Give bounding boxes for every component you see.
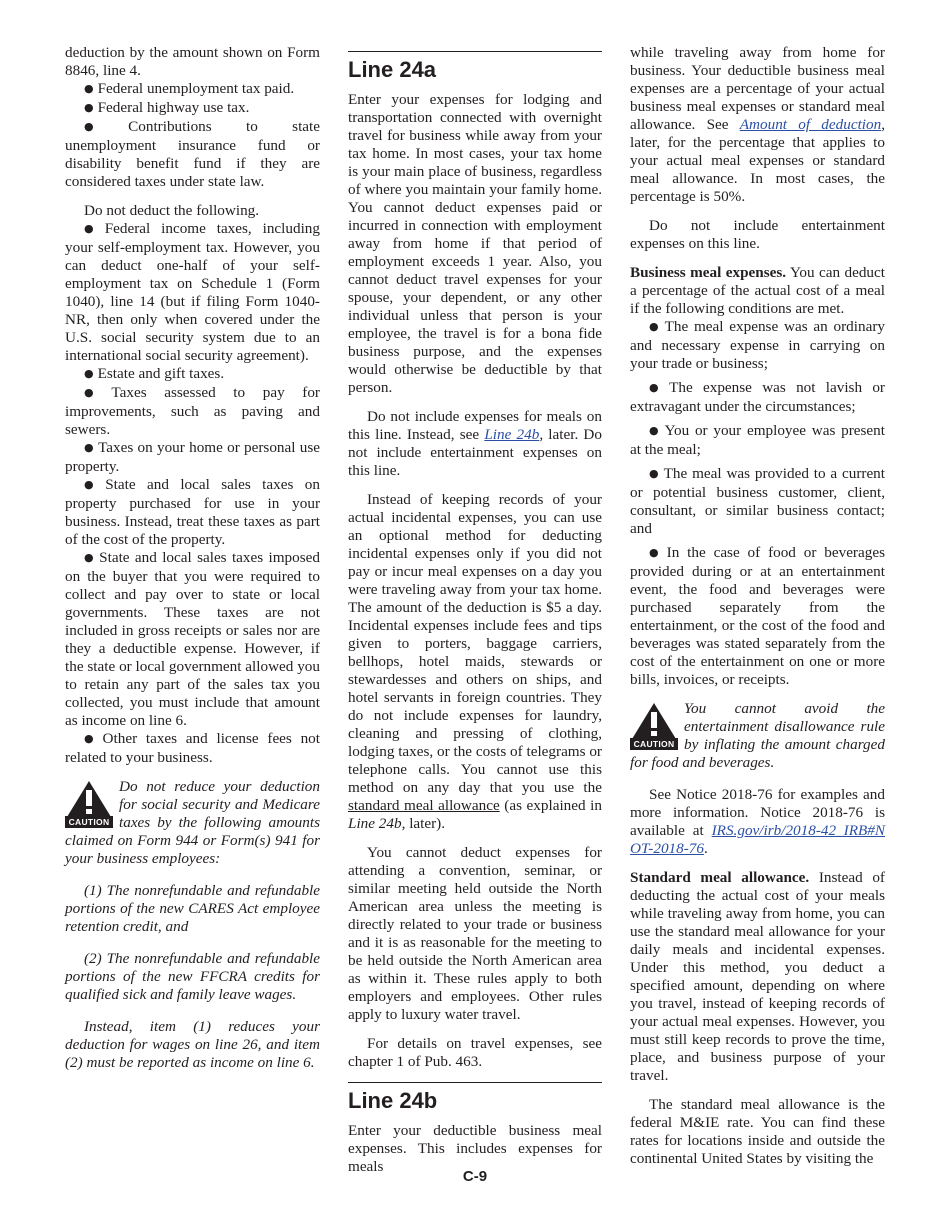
section-heading-line-24b: Line 24b — [348, 1088, 438, 1113]
bullet-icon: ● — [649, 320, 661, 333]
paragraph: Standard meal allowance. Instead of deducting the actual cost of your meals while traveling away from home, you can use the standard meal allowance for your daily meals and incidental expenses. Under this method, you deduct a specified amount, depending on where you travel, instead of keeping records of your actual meal expenses. However, you must still keep records to prove the time, place, and business purpose of your travel. — [630, 869, 885, 1084]
caution-label: CAUTION — [630, 738, 678, 750]
list-item: ● State and local sales taxes imposed on the buyer that you were required to collect and pay over to state or local governments. These taxes are not included in gross receipts or sales nor are they a deductible expense. However, if the state or local government allowed you to retain any part of the sales tax you collected, you must include that amount as income on line 6. — [65, 549, 320, 729]
paragraph: The standard meal allowance is the federal M&IE rate. You can find these rates for locations inside and outside the continental United States by visiting the — [630, 1096, 885, 1167]
paragraph: You cannot deduct expenses for attending a convention, seminar, or similar meeting held outside the North American area unless the meeting is directly related to your trade or business and it is as reasonable for the meeting to be held outside the North American area as within it. These rules apply to both employers and employees. Other rules apply to luxury water travel. — [348, 844, 602, 1023]
link-irs-notice[interactable]: IRS.gov/irb/2018-42_IRB#NOT-2018-76 — [630, 822, 885, 857]
link-line-24b[interactable]: Line 24b — [484, 426, 540, 443]
list-item: ● You or your employee was present at the meal; — [630, 422, 885, 458]
bullet-list — [65, 80, 320, 191]
caution-text: (2) The nonrefundable and refundable portions of the new FFCRA credits for qualified sick and family leave wages. — [65, 950, 320, 1003]
list-item: ● In the case of food or beverages provided during or at an entertainment event, the food and beverages were purchased separately from the entertainment, or the cost of the food and beverages was stated separately from the cost of the entertainment on one or more bills, invoices, or receipts. — [630, 544, 885, 688]
section-divider — [348, 51, 602, 52]
paragraph: See Notice 2018-76 for examples and more information. Notice 2018-76 is available at IRS.gov/irb/2018-42_IRB#NOT-2018-76. — [630, 786, 885, 857]
bullet-icon: ● — [649, 381, 666, 394]
caution-note — [65, 778, 320, 1072]
link-amount-of-deduction[interactable]: Amount of deduction — [739, 116, 882, 133]
bullet-icon: ● — [84, 120, 125, 133]
bullet-icon: ● — [649, 467, 660, 480]
bullet-icon: ● — [84, 101, 94, 114]
list-item: ● Taxes on your home or personal use property. — [65, 439, 320, 475]
caution-note — [630, 700, 885, 772]
bullet-icon: ● — [84, 367, 94, 380]
caution-text: (1) The nonrefundable and refundable portions of the new CARES Act employee retention credit, and — [65, 882, 320, 935]
paragraph: deduction by the amount shown on Form 8846, line 4. — [65, 44, 320, 79]
bullet-list — [65, 220, 320, 767]
paragraph: Enter your expenses for lodging and transportation connected with overnight travel for business while away from your tax home. In most cases, your tax home is your main place of business, regardless of where you maintain your family home. You cannot deduct expenses paid or incurred in connection with employment away from home if that period of employment exceeds 1 year. Also, you cannot deduct travel expenses for your spouse, your dependent, or any other individual unless that person is your employee, the travel is for a bona fide business purpose, and the expenses would otherwise be deductible by that person. — [348, 91, 602, 396]
paragraph: Business meal expenses. You can deduct a percentage of the actual cost of a meal if the following conditions are met. — [630, 264, 885, 317]
caution-label: CAUTION — [65, 816, 113, 828]
column-3 — [630, 44, 885, 1179]
list-item: ● The meal expense was an ordinary and necessary expense in carrying on your trade or business; — [630, 318, 885, 372]
section-divider — [348, 1082, 602, 1083]
list-item: ● Federal highway use tax. — [84, 99, 250, 116]
caution-text: Instead, item (1) reduces your deduction for wages on line 26, and item (2) must be reported as income on line 6. — [65, 1018, 320, 1071]
paragraph: Enter your deductible business meal expenses. This includes expenses for meals — [348, 1122, 602, 1175]
page-number: C-9 — [462, 1168, 488, 1185]
paragraph: Instead of keeping records of your actual incidental expenses, you can use an optional method for deducting incidental expenses only if you did not pay or incur meal expenses on a day you were traveling away from your tax home. The amount of the deduction is $5 a day. Incidental expenses include fees and tips given to porters, baggage carriers, bellhops, hotel maids, stewards or stewardesses and others on ships, and hotel servants in foreign countries. They do not include expenses for laundry, cleaning and pressing of clothing, lodging taxes, or the costs of telegrams or telephone calls. You cannot use this method on any day that you use the standard meal allowance (as explained in Line 24b, later). — [348, 491, 602, 832]
bullet-icon: ● — [84, 551, 96, 564]
caution-text: You cannot avoid the entertainment disallowance rule by inflating the amount charged for food and beverages. — [630, 700, 885, 771]
bullet-icon: ● — [84, 386, 108, 399]
paragraph: while traveling away from home for business. Your deductible business meal expenses are a percentage of your actual business meal expenses or standard meal allowance. See Amount of deduction, later, for the percentage that applies to your actual meal expenses or standard meal allowance. In most cases, the percentage is 50%. — [630, 44, 885, 205]
caution-icon — [65, 780, 113, 830]
bullet-icon: ● — [649, 546, 663, 559]
list-item: ● Estate and gift taxes. — [84, 365, 225, 382]
caution-icon — [630, 702, 678, 752]
caution-text: Do not reduce your deduction for social security and Medicare taxes by the following amounts claimed on Form 944 or Form(s) 941 for your business employees: — [65, 778, 320, 867]
column-2 — [348, 44, 602, 1187]
section-heading-line-24a: Line 24a — [348, 57, 437, 82]
bullet-icon: ● — [84, 478, 102, 491]
list-item: ● State and local sales taxes on property purchased for use in your business. Instead, treat these taxes as part of the cost of the property. — [65, 476, 320, 548]
bullet-icon: ● — [84, 732, 99, 745]
link-standard-meal-allowance[interactable]: standard meal allowance — [348, 797, 500, 814]
list-item: ● The expense was not lavish or extravagant under the circumstances; — [630, 379, 885, 415]
paragraph: Do not deduct the following. — [84, 202, 260, 219]
list-item: ● Contributions to state unemployment insurance fund or disability benefit fund if they are considered taxes under state law. — [65, 118, 320, 190]
paragraph: Do not include expenses for meals on this line. Instead, see Line 24b, later. Do not include entertainment expenses on this line. — [348, 408, 602, 479]
bullet-icon: ● — [84, 82, 94, 95]
column-1 — [65, 44, 320, 1086]
paragraph: Do not include entertainment expenses on this line. — [630, 217, 885, 252]
list-item: ● Federal unemployment tax paid. — [84, 80, 295, 97]
bullet-list — [630, 318, 885, 689]
list-item: ● The meal was provided to a current or potential business customer, client, consultant, or similar business contact; and — [630, 465, 885, 537]
list-item: ● Taxes assessed to pay for improvements, such as paving and sewers. — [65, 384, 320, 438]
paragraph: For details on travel expenses, see chapter 1 of Pub. 463. — [348, 1035, 602, 1070]
bullet-icon: ● — [649, 424, 661, 437]
list-item: ● Other taxes and license fees not related to your business. — [65, 730, 320, 766]
list-item: ● Federal income taxes, including your self-employment tax. However, you can deduct one-half of your self-employment tax on Schedule 1 (Form 1040), line 14 (but if filing Form 1040-NR, then only when covered under the U.S. social security system due to an international social security agreement). — [65, 220, 320, 364]
bullet-icon: ● — [84, 441, 95, 454]
bullet-icon: ● — [84, 222, 101, 235]
